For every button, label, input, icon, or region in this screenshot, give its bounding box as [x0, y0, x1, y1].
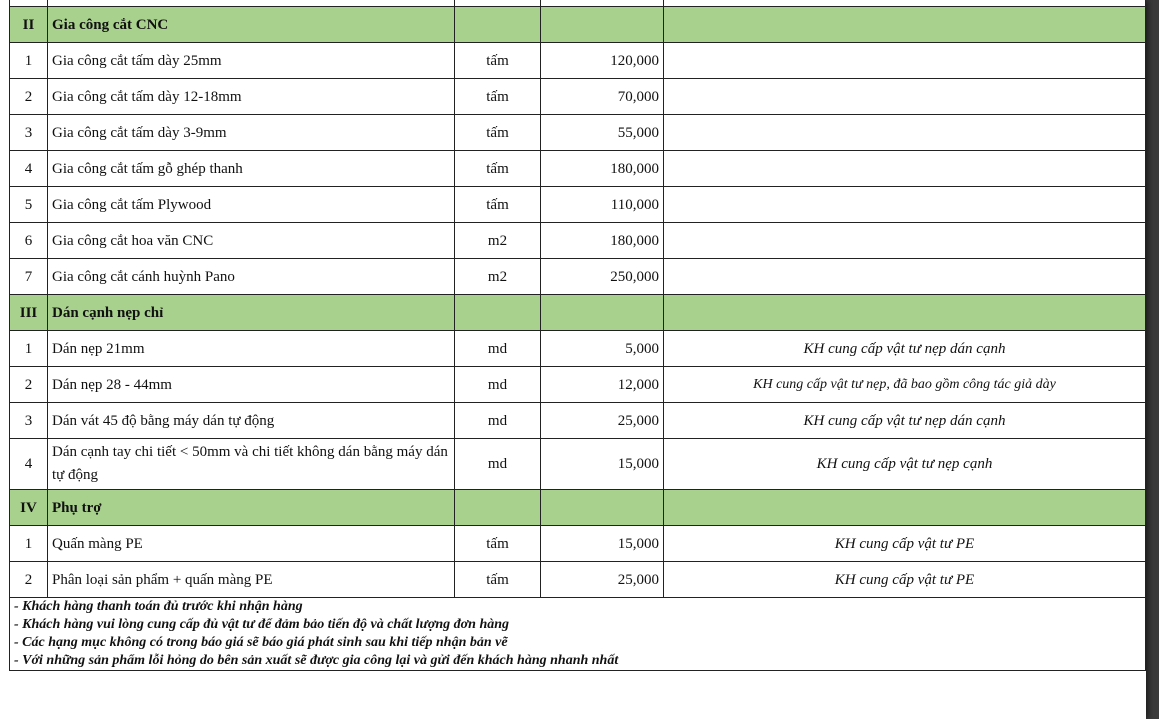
item-note [664, 43, 1146, 79]
item-note: KH cung cấp vật tư nẹp dán cạnh [664, 331, 1146, 367]
section-title: Dán cạnh nẹp chỉ [48, 295, 455, 331]
row-number: 1 [10, 331, 48, 367]
price-table [9, 0, 1146, 671]
section-title: Gia công cắt CNC [48, 7, 455, 43]
table-row [10, 331, 1146, 367]
table-row [10, 439, 1146, 490]
row-number: 4 [10, 439, 48, 490]
item-note [664, 259, 1146, 295]
item-name: Gia công cắt hoa văn CNC [48, 223, 455, 259]
table-row [10, 367, 1146, 403]
item-note: KH cung cấp vật tư nẹp, đã bao gồm công tác giả dày [664, 367, 1146, 403]
row-number: 2 [10, 367, 48, 403]
item-note [664, 223, 1146, 259]
table-row [10, 115, 1146, 151]
table-cell [541, 7, 664, 43]
item-price: 25,000 [541, 403, 664, 439]
notes-block [10, 598, 1146, 671]
item-name: Phân loại sản phẩm + quấn màng PE [48, 562, 455, 598]
table-row [10, 43, 1146, 79]
item-price: 5,000 [541, 331, 664, 367]
item-name: Gia công cắt tấm dày 3-9mm [48, 115, 455, 151]
row-number: 1 [10, 526, 48, 562]
item-price: 120,000 [541, 43, 664, 79]
item-price: 25,000 [541, 562, 664, 598]
item-unit: md [455, 403, 541, 439]
item-unit: tấm [455, 43, 541, 79]
row-number: 3 [10, 403, 48, 439]
item-unit: tấm [455, 151, 541, 187]
item-note [664, 79, 1146, 115]
item-name: Dán cạnh tay chi tiết < 50mm và chi tiết không dán bằng máy dán tự động [48, 439, 455, 490]
item-note: KH cung cấp vật tư nẹp cạnh [664, 439, 1146, 490]
table-cell [541, 490, 664, 526]
table-row [10, 526, 1146, 562]
row-number: 3 [10, 115, 48, 151]
section-header-row [10, 490, 1146, 526]
row-number: 4 [10, 151, 48, 187]
item-note: KH cung cấp vật tư PE [664, 562, 1146, 598]
section-number: IV [10, 490, 48, 526]
item-name: Gia công cắt tấm dày 12-18mm [48, 79, 455, 115]
item-unit: m2 [455, 259, 541, 295]
section-number: II [10, 7, 48, 43]
row-number: 7 [10, 259, 48, 295]
note-line: - Khách hàng thanh toán đủ trước khi nhận hàng [14, 599, 303, 614]
table-row [10, 223, 1146, 259]
table-row [10, 151, 1146, 187]
section-number: III [10, 295, 48, 331]
table-row [10, 403, 1146, 439]
table-cell [664, 7, 1146, 43]
table-cell [541, 295, 664, 331]
item-price: 70,000 [541, 79, 664, 115]
item-name: Dán vát 45 độ bằng máy dán tự động [48, 403, 455, 439]
section-header-row [10, 7, 1146, 43]
table-cell [455, 490, 541, 526]
table-cell [455, 295, 541, 331]
item-unit: md [455, 367, 541, 403]
item-price: 110,000 [541, 187, 664, 223]
item-note [664, 187, 1146, 223]
item-name: Quấn màng PE [48, 526, 455, 562]
item-price: 15,000 [541, 526, 664, 562]
item-price: 180,000 [541, 151, 664, 187]
row-number: 2 [10, 562, 48, 598]
table-row [10, 259, 1146, 295]
section-title: Phụ trợ [48, 490, 455, 526]
item-name: Gia công cắt tấm dày 25mm [48, 43, 455, 79]
item-price: 55,000 [541, 115, 664, 151]
item-name: Dán nẹp 28 - 44mm [48, 367, 455, 403]
table-row [10, 562, 1146, 598]
note-line: - Khách hàng vui lòng cung cấp đủ vật tư để đảm bảo tiến độ và chất lượng đơn hàng [14, 617, 510, 632]
note-line: - Các hạng mục không có trong báo giá sẽ báo giá phát sinh sau khi tiếp nhận bản vẽ [14, 635, 508, 650]
item-unit: tấm [455, 187, 541, 223]
item-price: 180,000 [541, 223, 664, 259]
row-number: 2 [10, 79, 48, 115]
row-number: 5 [10, 187, 48, 223]
item-price: 12,000 [541, 367, 664, 403]
note-line: - Với những sản phẩm lỗi hỏng do bên sản xuất sẽ được gia công lại và gửi đến khách hàng nhanh nhất [14, 653, 619, 668]
item-price: 15,000 [541, 439, 664, 490]
item-name: Dán nẹp 21mm [48, 331, 455, 367]
item-unit: tấm [455, 115, 541, 151]
item-unit: md [455, 331, 541, 367]
item-note [664, 151, 1146, 187]
item-note [664, 115, 1146, 151]
table-cell [664, 490, 1146, 526]
table-row [10, 187, 1146, 223]
notes-row [10, 598, 1146, 671]
item-name: Gia công cắt tấm Plywood [48, 187, 455, 223]
table-row [10, 79, 1146, 115]
table-cell [664, 295, 1146, 331]
item-unit: tấm [455, 79, 541, 115]
item-name: Gia công cắt tấm gỗ ghép thanh [48, 151, 455, 187]
item-unit: tấm [455, 562, 541, 598]
row-number: 1 [10, 43, 48, 79]
item-note: KH cung cấp vật tư PE [664, 526, 1146, 562]
item-price: 250,000 [541, 259, 664, 295]
table-cell [455, 7, 541, 43]
item-name: Gia công cắt cánh huỳnh Pano [48, 259, 455, 295]
item-unit: md [455, 439, 541, 490]
section-header-row [10, 295, 1146, 331]
item-unit: m2 [455, 223, 541, 259]
item-unit: tấm [455, 526, 541, 562]
item-note: KH cung cấp vật tư nẹp dán cạnh [664, 403, 1146, 439]
row-number: 6 [10, 223, 48, 259]
